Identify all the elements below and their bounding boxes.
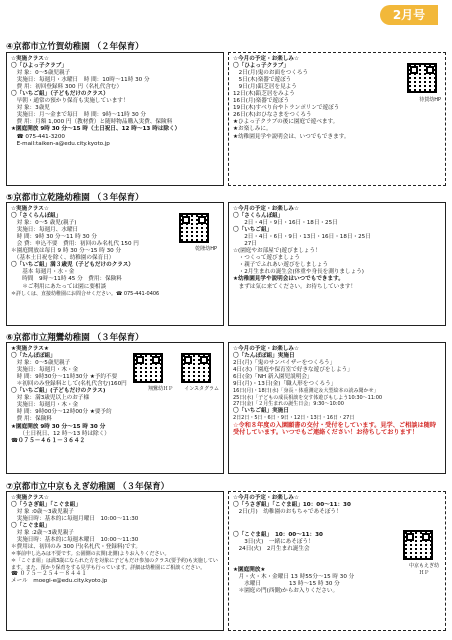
text-line: 実施日：毎週月・木・金 <box>11 367 79 374</box>
text-line: 実施日：毎週月、水曜日 <box>11 227 79 234</box>
text-line: 〇「こぐま組」 <box>11 523 51 530</box>
monthly-schedule-box <box>228 491 446 631</box>
text-line: ☆実施クラス☆ <box>11 56 49 62</box>
text-line: ★実施クラス★ <box>11 346 49 352</box>
text-line: ＊園庭開放は毎日 9 時 30 分〜15 時 30 分 <box>11 248 122 255</box>
section-title: ④京都市立竹賀幼稚園 （２年保育） <box>6 42 144 52</box>
text-line: 月・火・木・金曜日 13 時55分〜15 時 30 分 <box>233 574 355 581</box>
text-line: ＊園庭の門(西側)からお入りください。 <box>233 588 339 595</box>
text-line: 対 象：0〜5歳児親子 <box>11 70 71 77</box>
section-title: ⑦京都市立中京もえぎ幼稚園 （３年保育） <box>6 482 170 492</box>
text-line: 時間 9時〜11時 45 分 費用：保険料 <box>11 276 122 283</box>
text-line: ★幼稚園見学や説明会はいつでもできます。 <box>233 276 344 283</box>
text-line: 実施日時：基本的に毎週木曜日 10:00〜11:30 <box>11 537 139 544</box>
text-line: 時 間：9時00分〜12時00分 ★要予約 <box>11 409 112 416</box>
text-line: 実施日：月〜金まで毎日 時 間：9時〜11時 30 分 <box>11 112 147 119</box>
text-line: まずは気に来てください。お待ちしています！ <box>233 283 357 290</box>
qr-code-icon[interactable] <box>407 63 437 93</box>
text-line: 対 象 :2歳〜3歳児親子 <box>11 530 74 537</box>
text-line: 6日(金)「NH 新入園児説明会」 <box>233 374 313 381</box>
text-line: ☆(園庭やお部屋で)遊びましょう！ <box>233 248 321 255</box>
text-line: 5日(木)楽器で遊ぼう <box>233 77 292 84</box>
text-line: E-mail:taiken-a@edu.city.kyoto.jp <box>11 140 110 147</box>
text-line: ★ひよっ子クラブの後に園庭で遊べます。 <box>233 119 339 126</box>
text-line: ☎ ０７５－２５４－８４４１ <box>11 571 87 578</box>
text-line: 対 象：0〜5 歳児(親子) <box>11 220 77 227</box>
text-line: ＊ご利用にあたっては園に要相談 <box>11 283 107 290</box>
text-line: ☆今月の予定・お楽しみ☆ <box>233 495 299 501</box>
class-info-box <box>6 52 224 186</box>
text-line: ☆実施クラス☆ <box>11 206 49 212</box>
text-line: ★園庭開放 9時 30 分〜15 時 30 分 <box>11 423 106 430</box>
text-line: 費 用：初回登録料 300 円（名札代含む） <box>11 84 123 91</box>
text-line: 3日(火) 一緒にあそぼう！ <box>233 539 314 546</box>
section-title: ⑥京都市立翔鸞幼稚園 （３年保育） <box>6 333 144 343</box>
class-info-box <box>6 342 224 474</box>
text-line: 〇「たんぽぽ組」 <box>11 353 56 360</box>
text-line: ★園庭開放 9時 30 分〜15 時（土日祝日、12 時〜13 時は除く） <box>11 126 181 133</box>
qr-caption: インスタグラム <box>184 386 219 392</box>
text-line: 〇「いちご組」 <box>233 227 273 234</box>
text-line: 4日(水)「園庭や保育室で好きな遊びをしよう」 <box>233 367 353 374</box>
text-line: 16日(月)・18日(水)「身長・体重測定＆大型絵本の読み聞かせ」 <box>233 388 379 395</box>
text-line: 対 象：0〜5歳児親子 <box>11 360 71 367</box>
text-line: 〇「ひよっ子クラブ」 <box>233 63 289 70</box>
text-line: 24日(火) 2月生まれ誕生会 <box>233 546 310 553</box>
text-line: 9日(月)鉛芝居を見よう <box>233 84 297 91</box>
instagram-qr-icon[interactable] <box>181 353 211 383</box>
qr-code-icon[interactable] <box>179 213 209 243</box>
text-line: （土日祝日、12 時〜13 時は除く） <box>11 430 110 437</box>
qr-code-icon[interactable] <box>403 530 433 560</box>
text-line: 会 費：申込不要 費用：初回のみ名札代 150 円 <box>11 241 139 248</box>
text-line: 〇「いちご組」（子どもだけのクラス） <box>11 91 109 98</box>
qr-caption: 待賀幼HP <box>419 97 441 103</box>
text-line: 水曜日 13 時〜15 時 30 分 <box>233 581 340 588</box>
text-line: ☆今月の予定・お楽しみ☆ <box>233 56 299 62</box>
text-line: メール moegi-e@edu.city.kyoto.jp <box>11 578 108 585</box>
page-number-badge: 2月号 <box>380 5 438 25</box>
qr-caption: 乾隆幼HP <box>195 246 217 252</box>
text-line: 9日(月)・13日(金)「職人形をつくろう」 <box>233 381 337 388</box>
text-line: 〇「いちご組」(子どもだけのクラス) <box>11 388 106 395</box>
text-line: 〇「うさぎ組」「こぐま組」10：00〜11：30 <box>233 502 351 509</box>
text-line: 2日・4日・6日・9日・13日・16日・18日・25日 <box>233 234 371 241</box>
text-line: 16日(月)楽器で遊ぼう <box>233 98 290 105</box>
text-line: 2日(月) 幼稚園のおもちゃであそぼう！ <box>233 509 342 516</box>
text-line: 〇「いちご組」実施日 <box>233 408 289 415</box>
qr-caption: 中京もえぎ幼 ＨＰ <box>408 563 439 576</box>
text-line: 時 間：9時 30 分〜11 時 30 分 <box>11 234 97 241</box>
text-line: 実施日：毎週月・木・金 <box>11 402 79 409</box>
text-line: 〇「ひよっ子クラブ」 <box>11 63 67 70</box>
qr-code-icon[interactable] <box>133 353 163 383</box>
text-line: 費 用：月額 1,000 円（教材費）と随時物品購入実費、保険料 <box>11 119 173 126</box>
text-line: 費 用：保険料 <box>11 416 52 423</box>
text-line: 対 象 :0歳〜3歳児親子 <box>11 509 74 516</box>
text-line: ＊費用は、初回のみ 300 円(名札代・登録料)です。 <box>11 544 142 551</box>
text-line: ☆実施クラス☆ <box>11 495 49 501</box>
text-line: ★園庭開放★ <box>233 567 266 574</box>
monthly-schedule-box <box>228 202 446 326</box>
text-line: 26日(木)おひなさまをつくろう <box>233 112 312 119</box>
text-line: 時 間：9時30分〜11時30分 ★予約不要 <box>11 374 118 381</box>
text-line: 〇「こぐま組」 10：00〜11：30 <box>233 532 323 539</box>
text-line: 対 象：3歳児 <box>11 105 50 112</box>
text-line: 2日・4日・9日・16日・18日・25日 <box>233 220 338 227</box>
class-info-box <box>6 491 224 631</box>
text-line: 〇「さくらんぼ組」 <box>233 213 284 220</box>
text-line: ☎ 075-441-3200 <box>11 133 65 140</box>
text-line: ★幼稚園見学や説明会は、いつでもできます。 <box>233 133 350 140</box>
text-line: 基本 毎週月・水・金 <box>11 269 75 276</box>
text-line: 対 象：満3歳児以上のお子様 <box>11 395 90 402</box>
text-line: 〇「さくらんぼ組」 <box>11 213 62 220</box>
text-line: ＊詳しくは、直接幼稚園にお問合せください。☎ 075-441-0406 <box>11 290 160 297</box>
text-line: 実施日時：基本的に毎週月曜日 10:00〜11:30 <box>11 516 139 523</box>
class-info-box <box>6 202 224 326</box>
text-line: 〇「うさぎ組」「こぐま組」 <box>11 502 81 509</box>
text-line: ＊事前申し込みは不要です。公園側の玄関(北側)よりお入りください。 <box>11 551 170 558</box>
text-line: ☆今月の予定・お楽しみ☆ <box>233 346 299 352</box>
text-line: 2日(月)鬼のお面をつくろう <box>233 70 309 77</box>
text-line: ☆今月の予定・お楽しみ☆ <box>233 206 299 212</box>
text-line: 12日(木)鉛芝居をみよう <box>233 91 295 98</box>
text-line: 早朝・通常の預かり保育も実施しています！ <box>11 98 129 105</box>
text-line: 19日(木)すべり台やトランポリンで遊ぼう <box>233 105 340 112</box>
text-line: 27日(金)「２月生まれの誕生日会」9:30〜10:00 <box>233 401 344 408</box>
text-line: ・つくって遊びましょう <box>233 255 301 262</box>
text-line: （基本土日祝を除く、幼稚園の保育日） <box>11 255 115 262</box>
text-line: 〇「たんぽぽ組」実施日 <box>233 353 295 360</box>
text-line: ☎０７５－４６１－３６４２ <box>11 437 86 444</box>
text-line: 実施日：毎週月・水曜日 時 間：10時〜11時 30 分 <box>11 77 150 84</box>
qr-caption: 翔鸞幼ＨＰ <box>147 386 173 392</box>
text-line: ＊「こぐま組」は満3歳になられた方を対象に子どもだけ参加のクラス(要予約)も実施しています。また、預かり保育をする見学も行っています。詳細は幼稚園にご相談ください。 <box>11 557 218 571</box>
text-line: 25日(水)「子どもの成長相談を交す体遊びもしよう10:30〜11:00 <box>233 394 383 401</box>
text-line: 2日(月)「鬼のサンバイザーをつくろう」 <box>233 360 336 367</box>
text-line: 〇「いちご組」満３歳児（子どもだけのクラス） <box>11 262 134 269</box>
section-title: ⑤京都市立乾隆幼稚園 （３年保育） <box>6 193 144 203</box>
text-line: 2日2日・5日・6日・9日・12日・13日・16日・27日 <box>233 415 355 422</box>
monthly-schedule-box <box>228 52 446 186</box>
monthly-schedule-box <box>228 342 446 474</box>
text-line: ★お楽しみに。 <box>233 126 272 133</box>
text-line: 27日 <box>233 241 257 248</box>
text-line: ☆令和８年度の入園願書の交付・受付をしています。見学、ご相談は随時受付しています。いつでもご連絡ください！お待ちしております！ <box>233 421 437 437</box>
text-line: ＊初回のみ登録料として(名札代含む)160円 <box>11 381 127 388</box>
text-line: ・2月生まれの誕生会(体重や身長を測りましょう) <box>233 269 364 276</box>
text-line: ・親子でふれあい遊びをしましょう <box>233 262 329 269</box>
